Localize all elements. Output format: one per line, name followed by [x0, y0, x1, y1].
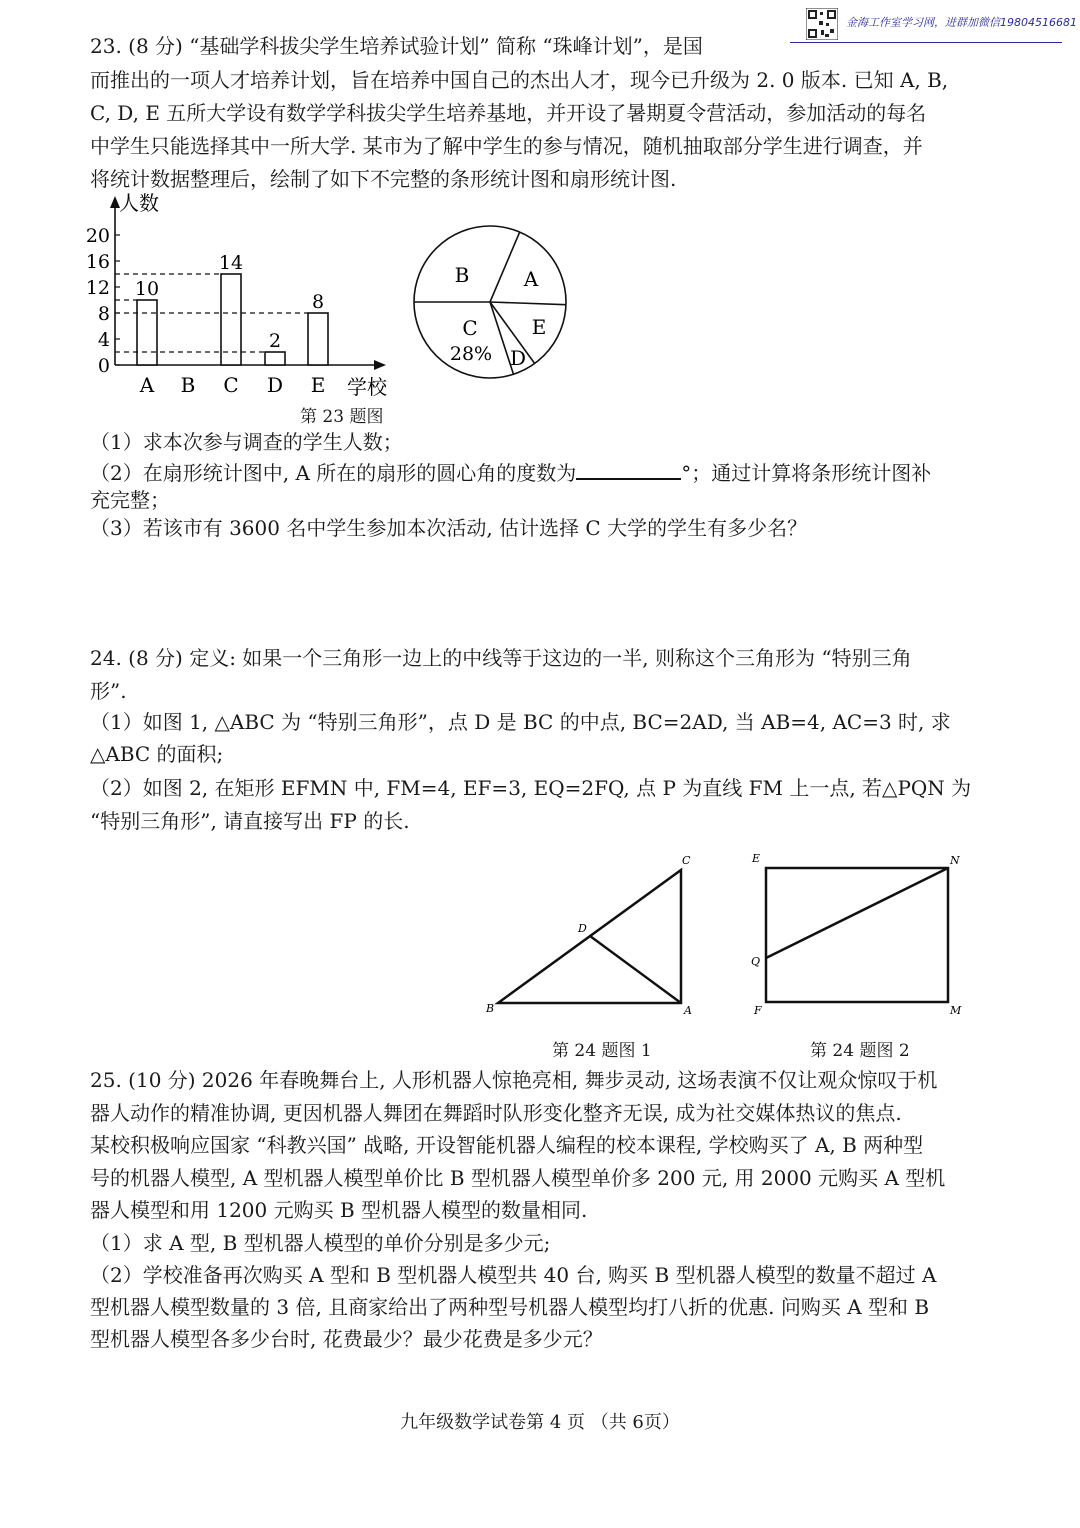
- q25-line-4: 号的机器人模型, A 型机器人模型单价比 B 型机器人模型单价多 200 元, 用 2000 元购买 A 型机: [90, 1166, 946, 1190]
- pie-slice-percent: 28%: [449, 343, 493, 365]
- bar: [137, 300, 157, 365]
- x-tick-label: D: [266, 373, 284, 397]
- label-f: F: [754, 1004, 762, 1017]
- figure-24-1: [478, 850, 698, 1020]
- bar-value-label: 14: [218, 252, 244, 274]
- q25-line-1: 25. (10 分) 2026 年春晚舞台上, 人形机器人惊艳亮相, 舞步灵动, 这场表演不仅让观众惊叹于机: [90, 1068, 938, 1092]
- y-tick-label: 12: [85, 277, 110, 299]
- q23-sub2-line: [90, 460, 931, 485]
- page-footer: 九年级数学试卷第 4 页 （共 6页）: [400, 1412, 680, 1433]
- label-m: M: [950, 1004, 962, 1017]
- q23-sub2-cont: 充完整；: [90, 488, 170, 512]
- q23-line-5: 将统计数据整理后，绘制了如下不完整的条形统计图和扇形统计图.: [90, 167, 677, 191]
- q23-line-2: 而推出的一项人才培养计划，旨在培养中国自己的杰出人才，现今已升级为 2. 0 版本. 已知 A, B,: [90, 68, 949, 92]
- pie-slice-label: D: [509, 346, 527, 370]
- q23-sub1: （1）求本次参与调查的学生人数；: [90, 430, 403, 454]
- q25-line-2: 器人动作的精准协调, 更因机器人舞团在舞蹈时队形变化整齐无误, 成为社交媒体热议的焦点.: [90, 1101, 902, 1125]
- figure-24-2: [745, 850, 970, 1020]
- x-tick-label: B: [180, 373, 196, 397]
- y-tick-label: 0: [97, 355, 110, 377]
- qr-code-icon: [806, 8, 838, 40]
- label-e: E: [752, 852, 761, 865]
- segment-qn: [766, 868, 948, 958]
- y-tick-label: 20: [85, 225, 110, 247]
- q25-line-9: 型机器人模型各多少台时, 花费最少？最少花费是多少元？: [90, 1327, 603, 1351]
- q23-line-1: 23. (8 分) “基础学科拔尖学生培养试验计划” 简称 “珠峰计划”，是国: [90, 34, 703, 58]
- bar: [221, 274, 241, 365]
- pie-slice-label: E: [531, 315, 547, 339]
- x-tick-label: C: [223, 373, 239, 397]
- q23-sub2-text-2: °；通过计算将条形统计图补: [681, 461, 932, 485]
- q24-line-3: （1）如图 1, △ABC 为 “特别三角形”，点 D 是 BC 的中点, BC=2AD, 当 AB=4, AC=3 时, 求: [90, 710, 951, 734]
- q24-line-1: 24. (8 分) 定义: 如果一个三角形一边上的中线等于这边的一半, 则称这个三角形为 “特别三角: [90, 646, 912, 670]
- bar-value-label: 10: [134, 278, 160, 300]
- x-axis-label: 学校: [347, 375, 387, 399]
- q25-line-5: 器人模型和用 1200 元购买 B 型机器人模型的数量相同.: [90, 1198, 588, 1222]
- q23-sub3: （3）若该市有 3600 名中学生参加本次活动, 估计选择 C 大学的学生有多少名？: [90, 516, 808, 540]
- pie-chart: [410, 222, 575, 387]
- answer-blank[interactable]: [576, 460, 681, 480]
- q24-line-4: △ABC 的面积;: [90, 742, 224, 766]
- label-a: A: [684, 1004, 692, 1017]
- x-axis-arrow: [374, 360, 386, 370]
- bar-chart: [85, 190, 405, 405]
- label-n: N: [950, 854, 960, 867]
- pie-slice-label: C: [462, 316, 478, 340]
- q23-line-3: C, D, E 五所大学设有数学学科拔尖学生培养基地，并开设了暑期夏令营活动，参加活动的每名: [90, 101, 927, 125]
- bar: [308, 313, 328, 365]
- rectangle-efmn: [766, 868, 948, 1002]
- bar-value-label: 2: [268, 330, 282, 352]
- label-q: Q: [751, 955, 761, 968]
- q25-line-8: 型机器人模型数量的 3 倍, 且商家给出了两种型号机器人模型均打八折的优惠. 问购买 A 型和 B: [90, 1295, 930, 1319]
- q23-figure-caption: 第 23 题图: [300, 407, 384, 427]
- watermark-text: 金海工作室学习网，进群加微信19804516681: [846, 16, 1077, 29]
- bar-value-label: 8: [311, 291, 325, 313]
- y-tick-label: 4: [97, 329, 110, 351]
- fig24-2-caption: 第 24 题图 2: [810, 1041, 910, 1061]
- y-tick-label: 8: [97, 303, 110, 325]
- y-tick-label: 16: [85, 251, 110, 273]
- q23-line-4: 中学生只能选择其中一所大学. 某市为了解中学生的参与情况，随机抽取部分学生进行调查，并: [90, 134, 923, 158]
- bar: [265, 352, 285, 365]
- q24-line-5: （2）如图 2, 在矩形 EFMN 中, FM=4, EF=3, EQ=2FQ, 点 P 为直线 FM 上一点, 若△PQN 为: [90, 776, 972, 800]
- q25-line-3: 某校积极响应国家 “科教兴国” 战略, 开设智能机器人编程的校本课程, 学校购买了 A, B 两种型: [90, 1133, 924, 1157]
- median-ad: [590, 936, 681, 1003]
- watermark-rule: [790, 42, 1062, 43]
- pie-slice-label: A: [523, 267, 539, 291]
- label-c: C: [682, 854, 691, 867]
- q25-line-6: （1）求 A 型, B 型机器人模型的单价分别是多少元;: [90, 1231, 551, 1255]
- pie-slice-label: B: [454, 263, 470, 287]
- fig24-1-caption: 第 24 题图 1: [552, 1041, 652, 1061]
- label-d: D: [578, 922, 587, 935]
- label-b: B: [486, 1002, 495, 1015]
- x-tick-label: A: [139, 373, 155, 397]
- y-axis-label: 人数: [119, 191, 159, 215]
- q23-sub2-text: （2）在扇形统计图中, A 所在的扇形的圆心角的度数为: [90, 461, 577, 485]
- q24-line-6: “特别三角形”, 请直接写出 FP 的长.: [90, 809, 410, 833]
- x-tick-label: E: [310, 373, 326, 397]
- q25-line-7: （2）学校准备再次购买 A 型和 B 型机器人模型共 40 台, 购买 B 型机器人模型的数量不超过 A: [90, 1263, 937, 1287]
- q24-line-2: 形”.: [90, 679, 127, 703]
